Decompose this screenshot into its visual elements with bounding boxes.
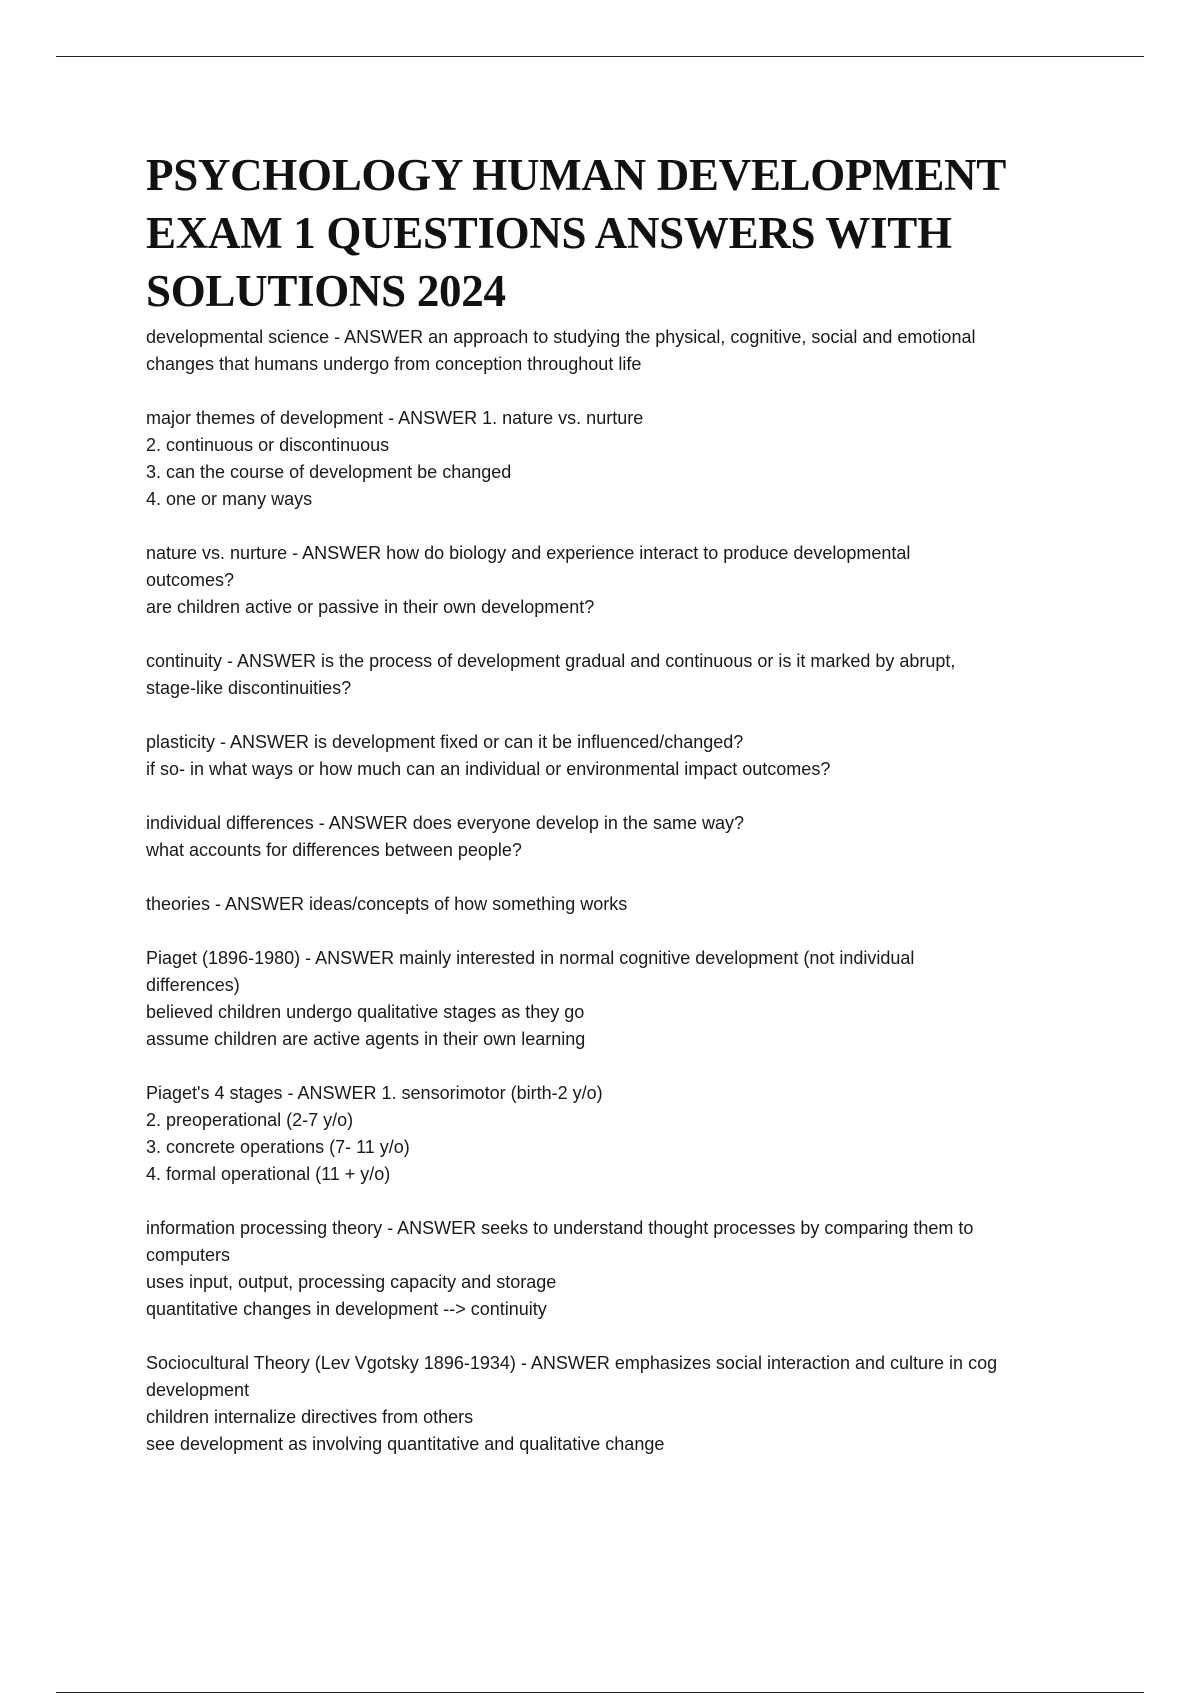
qa-line: stage-like discontinuities? — [146, 678, 352, 698]
qa-line: Piaget (1896-1980) - ANSWER mainly interested in normal cognitive development (not individual — [146, 948, 915, 968]
qa-line: theories - ANSWER ideas/concepts of how something works — [146, 894, 628, 914]
qa-line: what accounts for differences between people? — [146, 840, 522, 860]
qa-entry-piaget — [146, 945, 1106, 1053]
qa-line: assume children are active agents in their own learning — [146, 1029, 586, 1049]
qa-line: individual differences - ANSWER does everyone develop in the same way? — [146, 813, 744, 833]
qa-line: computers — [146, 1245, 231, 1265]
title-line: EXAM 1 QUESTIONS ANSWERS WITH — [146, 208, 952, 258]
qa-entry-continuity — [146, 648, 1106, 702]
qa-entry-plasticity — [146, 729, 1106, 783]
qa-entry-nature-nurture — [146, 540, 1106, 621]
qa-line: 2. preoperational (2-7 y/o) — [146, 1110, 354, 1130]
qa-line: continuity - ANSWER is the process of development gradual and continuous or is it marked by abrupt, — [146, 651, 956, 671]
qa-line: quantitative changes in development --> continuity — [146, 1299, 547, 1319]
qa-line: if so- in what ways or how much can an individual or environmental impact outcomes? — [146, 759, 831, 779]
qa-line: Piaget's 4 stages - ANSWER 1. sensorimotor (birth-2 y/o) — [146, 1083, 603, 1103]
qa-entry-piaget-stages — [146, 1080, 1106, 1188]
qa-line: 3. can the course of development be changed — [146, 462, 512, 482]
qa-line: plasticity - ANSWER is development fixed or can it be influenced/changed? — [146, 732, 744, 752]
qa-entry-theories — [146, 891, 1106, 918]
top-rule — [56, 56, 1144, 57]
qa-line: major themes of development - ANSWER 1. nature vs. nurture — [146, 408, 644, 428]
qa-line: development — [146, 1380, 250, 1400]
qa-line: information processing theory - ANSWER seeks to understand thought processes by comparing them to — [146, 1218, 974, 1238]
qa-line: Sociocultural Theory (Lev Vgotsky 1896-1934) - ANSWER emphasizes social interaction and culture in cog — [146, 1353, 998, 1373]
qa-entry-developmental-science — [146, 324, 1106, 378]
qa-entry-sociocultural-theory — [146, 1350, 1106, 1458]
qa-line: see development as involving quantitative and qualitative change — [146, 1434, 665, 1454]
qa-line: outcomes? — [146, 570, 235, 590]
qa-line: uses input, output, processing capacity and storage — [146, 1272, 557, 1292]
qa-line: nature vs. nurture - ANSWER how do biology and experience interact to produce developmental — [146, 543, 911, 563]
qa-line: children internalize directives from others — [146, 1407, 474, 1427]
title-line: PSYCHOLOGY HUMAN DEVELOPMENT — [146, 150, 1006, 200]
bottom-rule — [56, 1692, 1144, 1693]
qa-line: 4. formal operational (11 + y/o) — [146, 1164, 391, 1184]
qa-line: are children active or passive in their own development? — [146, 597, 595, 617]
qa-line: 3. concrete operations (7- 11 y/o) — [146, 1137, 410, 1157]
qa-entry-information-processing — [146, 1215, 1106, 1323]
title-line: SOLUTIONS 2024 — [146, 266, 506, 316]
qa-line: believed children undergo qualitative stages as they go — [146, 1002, 585, 1022]
qa-line: 2. continuous or discontinuous — [146, 435, 390, 455]
document-body — [146, 146, 1106, 1485]
qa-line: changes that humans undergo from conception throughout life — [146, 354, 642, 374]
qa-line: developmental science - ANSWER an approach to studying the physical, cognitive, social and emotional — [146, 327, 976, 347]
qa-entry-major-themes — [146, 405, 1106, 513]
qa-list — [146, 324, 1106, 1458]
qa-entry-individual-differences — [146, 810, 1106, 864]
qa-line: 4. one or many ways — [146, 489, 313, 509]
qa-line: differences) — [146, 975, 240, 995]
document-title — [146, 146, 1106, 320]
